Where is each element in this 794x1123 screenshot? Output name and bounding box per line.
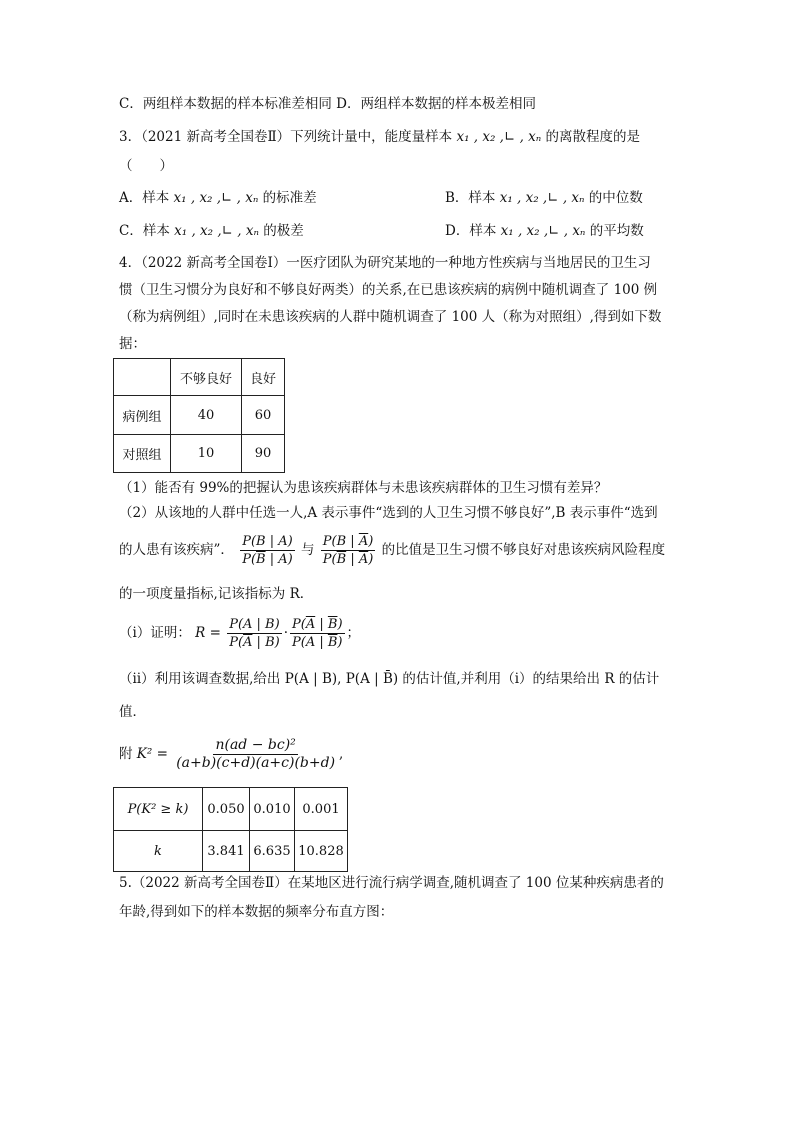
- table-row-label: k: [114, 831, 203, 872]
- ratio-fraction-2: $\frac{P(B | \overline{A})}{P(\overline{B} | \overline{A})}$: [322, 534, 374, 567]
- table-row: [114, 788, 348, 831]
- q3-option-d-vars: x₁ , x₂ ,∟ , xₙ: [500, 223, 586, 239]
- q3-option-a-vars: x₁ , x₂ ,∟ , xₙ: [173, 190, 259, 206]
- question-4-line-2: 惯（卫生习惯分为良好和不够良好两类）的关系,在已患该疾病的病例中随机调查了 100 例: [119, 282, 658, 298]
- q3-option-a-pre: A．样本: [119, 190, 170, 206]
- formula-numerator: n(ad − bc)²: [215, 737, 296, 753]
- q3-vars: x₁ , x₂ ,∟ , xₙ: [456, 129, 542, 145]
- table-cell: 40: [171, 396, 242, 435]
- table-cell: 10: [171, 435, 242, 473]
- table-row: [114, 396, 285, 435]
- q3-option-b-pre: B．样本: [445, 190, 496, 206]
- option-line-c-d: C．两组样本数据的样本标准差相同 D．两组样本数据的样本极差相同: [119, 96, 536, 112]
- question-4-part-1: （1）能否有 99%的把握认为患该疾病群体与未患该疾病群体的卫生习惯有差异？: [119, 480, 608, 496]
- proof-fraction-2: $\frac{P(\overline{A} | \overline{B})}{P(A | \overline{B})}$: [292, 617, 343, 650]
- q3-option-c-pre: C．样本: [119, 223, 170, 239]
- table-cell: 10.828: [295, 831, 348, 872]
- q3-option-c-post: 的极差: [263, 223, 304, 239]
- p2-text-mid: 与: [301, 542, 315, 558]
- k-squared-fraction: [174, 737, 337, 772]
- ratio-fraction-1: $\frac{P(B | A)}{P(\overline{B} | A)}$: [242, 534, 293, 567]
- habit-data-table: [113, 358, 285, 473]
- question-3-paren: （ ）: [119, 158, 173, 174]
- p2-text-pre: 的人患有该疾病”．: [119, 542, 234, 558]
- q3-option-a-post: 的标准差: [262, 190, 317, 206]
- part-ii-line-1: （ⅱ）利用该调查数据,给出 P(A | B), P(A | B̄) 的估计值,并利用（ⅰ）的结果给出 R 的估计: [119, 671, 660, 687]
- q3-option-b-vars: x₁ , x₂ ,∟ , xₙ: [499, 190, 585, 206]
- question-4-part-2-line-1: （2）从该地的人群中任选一人,A 表示事件“选到的人卫生习惯不够良好”,B 表示事件“选到: [119, 505, 658, 521]
- table-row: [114, 831, 348, 872]
- q3-option-c: [119, 221, 304, 241]
- table-row-label: P(K² ≥ k): [114, 788, 203, 831]
- table-cell: 0.050: [203, 788, 250, 831]
- table-row-label: 对照组: [114, 435, 171, 473]
- q3-option-b-post: 的中位数: [588, 190, 643, 206]
- question-3-stem: [119, 127, 640, 147]
- critical-value-table: [113, 787, 348, 872]
- q3-option-a: [119, 188, 317, 208]
- q3-head: 3．（2021 新高考全国卷Ⅱ）下列统计量中，能度量样本: [119, 129, 453, 145]
- question-4-line-4: 据：: [119, 336, 146, 352]
- q3-option-d-post: 的平均数: [589, 223, 644, 239]
- question-4-line-1: 4．（2022 新高考全国卷Ⅰ）一医疗团队为研究某地的一种地方性疾病与当地居民的卫生习: [119, 255, 651, 271]
- question-4-part-2-line-2: [119, 532, 665, 568]
- table-cell: [114, 359, 171, 396]
- table-cell: 0.010: [250, 788, 295, 831]
- p2-text-post: 的比值是卫生习惯不够良好对患该疾病风险程度: [381, 542, 666, 558]
- q3-option-b: [445, 188, 643, 208]
- q3-option-d: [445, 221, 644, 241]
- table-row: [114, 435, 285, 473]
- question-5-line-2: 年龄,得到如下的样本数据的频率分布直方图：: [119, 904, 394, 920]
- proof-fraction-1: $\frac{P(A | B)}{P(\overline{A} | B)}$: [229, 617, 280, 650]
- q3-option-d-pre: D．样本: [445, 223, 497, 239]
- table-header-row: [114, 359, 285, 396]
- part-i-r: R =: [195, 625, 221, 641]
- table-header-cell: 不够良好: [171, 359, 242, 396]
- part-ii-line-2: 值．: [119, 704, 146, 720]
- appendix-formula: 附 K² = $\frac{\text{n(ad − bc)²}}{(a+b)(c+d)(a+c)(b+d)}$ ,: [119, 737, 344, 771]
- table-row-label: 病例组: [114, 396, 171, 435]
- q3-option-c-vars: x₁ , x₂ ,∟ , xₙ: [174, 223, 259, 239]
- formula-lhs: K² =: [136, 746, 168, 762]
- table-cell: 6.635: [250, 831, 295, 872]
- question-5-line-1: 5.（2022 新高考全国卷Ⅱ）在某地区进行流行病学调查,随机调查了 100 位某种疾病患者的: [119, 875, 664, 891]
- table-cell: 0.001: [295, 788, 348, 831]
- question-4-line-3: （称为病例组）,同时在未患该疾病的人群中随机调查了 100 人（称为对照组）,得到如下数: [119, 309, 662, 325]
- formula-denominator: (a+b)(c+d)(a+c)(b+d): [176, 755, 336, 771]
- appendix-label: 附: [119, 746, 133, 762]
- question-4-part-2-line-3: 的一项度量指标,记该指标为 R．: [119, 586, 314, 602]
- q3-tail: 的离散程度的是: [545, 129, 641, 145]
- table-cell: 60: [242, 396, 285, 435]
- table-cell: 90: [242, 435, 285, 473]
- table-header-cell: 良好: [242, 359, 285, 396]
- part-i-proof: （ⅰ）证明： R = $\frac{P(A | B)}{P(\overline{A} | B)}$ · $\frac{P(\overline{A} | \overline{B})}{P(A | \overline{B})}$ ；: [119, 617, 361, 650]
- part-i-label: （ⅰ）证明：: [119, 625, 191, 641]
- table-cell: 3.841: [203, 831, 250, 872]
